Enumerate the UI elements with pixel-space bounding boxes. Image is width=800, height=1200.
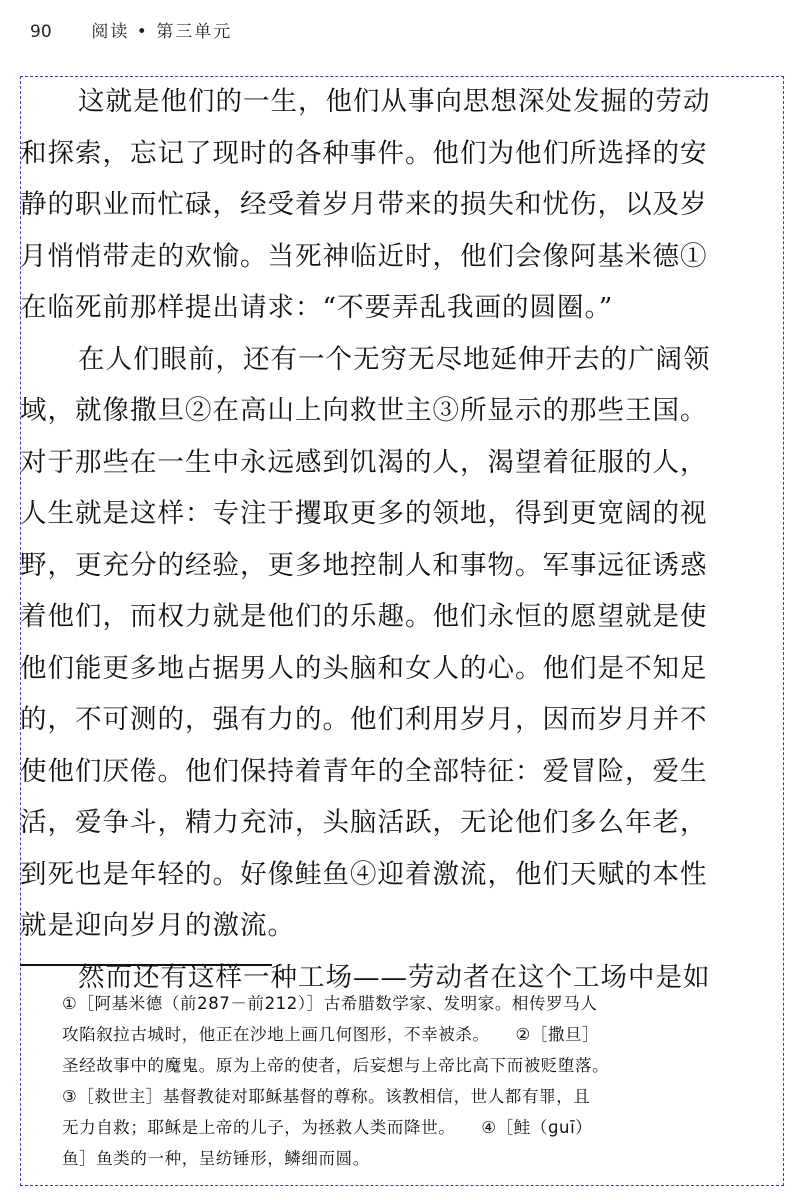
footnote-line: ①［阿基米德（前287－前212）］古希腊数学家、发明家。相传罗马人 xyxy=(62,994,598,1013)
footnote-line: 鱼］鱼类的一种，呈纺锤形，鳞细而圆。 xyxy=(62,1149,370,1168)
text-line: 他们能更多地占据男人的头脑和女人的心。他们是不知足 xyxy=(20,652,708,684)
footnote-line: 圣经故事中的魔鬼。原为上帝的使者，后妄想与上帝比高下而被贬堕落。 xyxy=(62,1056,610,1075)
text-line: 和探索，忘记了现时的各种事件。他们为他们所选择的安 xyxy=(20,137,708,169)
text-line: 到死也是年轻的。好像鲑鱼④迎着激流，他们天赋的本性 xyxy=(20,858,708,890)
text-line: 在临死前那样提出请求：“不要弄乱我画的圆圈。” xyxy=(20,292,614,323)
text-line: 人生就是这样：专注于攫取更多的领地，得到更宽阔的视 xyxy=(20,498,708,529)
text-line: 月悄悄带走的欢愉。当死神临近时，他们会像阿基米德① xyxy=(20,240,708,272)
footnotes xyxy=(62,988,784,1174)
text-line: 静的职业而忙碌，经受着岁月带来的损失和忧伤，以及岁 xyxy=(20,189,708,220)
text-line: 域，就像撒旦②在高山上向救世主③所显示的那些王国。 xyxy=(20,395,708,426)
footnote-line: 无力自救；耶稣是上帝的儿子，为拯救人类而降世。 ④［鲑（ɡuī） xyxy=(62,1118,593,1137)
footnote-divider xyxy=(20,964,272,966)
page-number: 90 xyxy=(30,22,52,42)
text-line: 就是迎向岁月的激流。 xyxy=(20,910,295,941)
text-line: 然而还有这样一种工场——劳动者在这个工场中是如 xyxy=(78,961,711,993)
running-header xyxy=(30,18,232,46)
main-text xyxy=(20,76,784,1003)
footnote-line: ③［救世主］基督教徒对耶稣基督的尊称。该教相信，世人都有罪，且 xyxy=(62,1087,591,1106)
footnote-line: 攻陷叙拉古城时，他正在沙地上画几何图形，不幸被杀。 ②［撒旦］ xyxy=(62,1025,600,1044)
text-line: 着他们，而权力就是他们的乐趣。他们永恒的愿望就是使 xyxy=(20,601,708,632)
text-line: 野，更充分的经验，更多地控制人和事物。军事远征诱惑 xyxy=(20,549,708,581)
text-line: 活，爱争斗，精力充沛，头脑活跃，无论他们多么年老， xyxy=(20,807,708,838)
text-line: 使他们厌倦。他们保持着青年的全部特征：爱冒险，爱生 xyxy=(20,755,708,787)
unit-title: 阅读 • 第三单元 xyxy=(91,22,233,42)
text-line: 对于那些在一生中永远感到饥渴的人，渴望着征服的人， xyxy=(20,446,708,478)
text-line: 这就是他们的一生，他们从事向思想深处发掘的劳动 xyxy=(78,86,711,117)
text-line: 在人们眼前，还有一个无穷无尽地延伸开去的广阔领 xyxy=(78,343,711,375)
text-line: 的，不可测的，强有力的。他们利用岁月，因而岁月并不 xyxy=(20,704,708,735)
